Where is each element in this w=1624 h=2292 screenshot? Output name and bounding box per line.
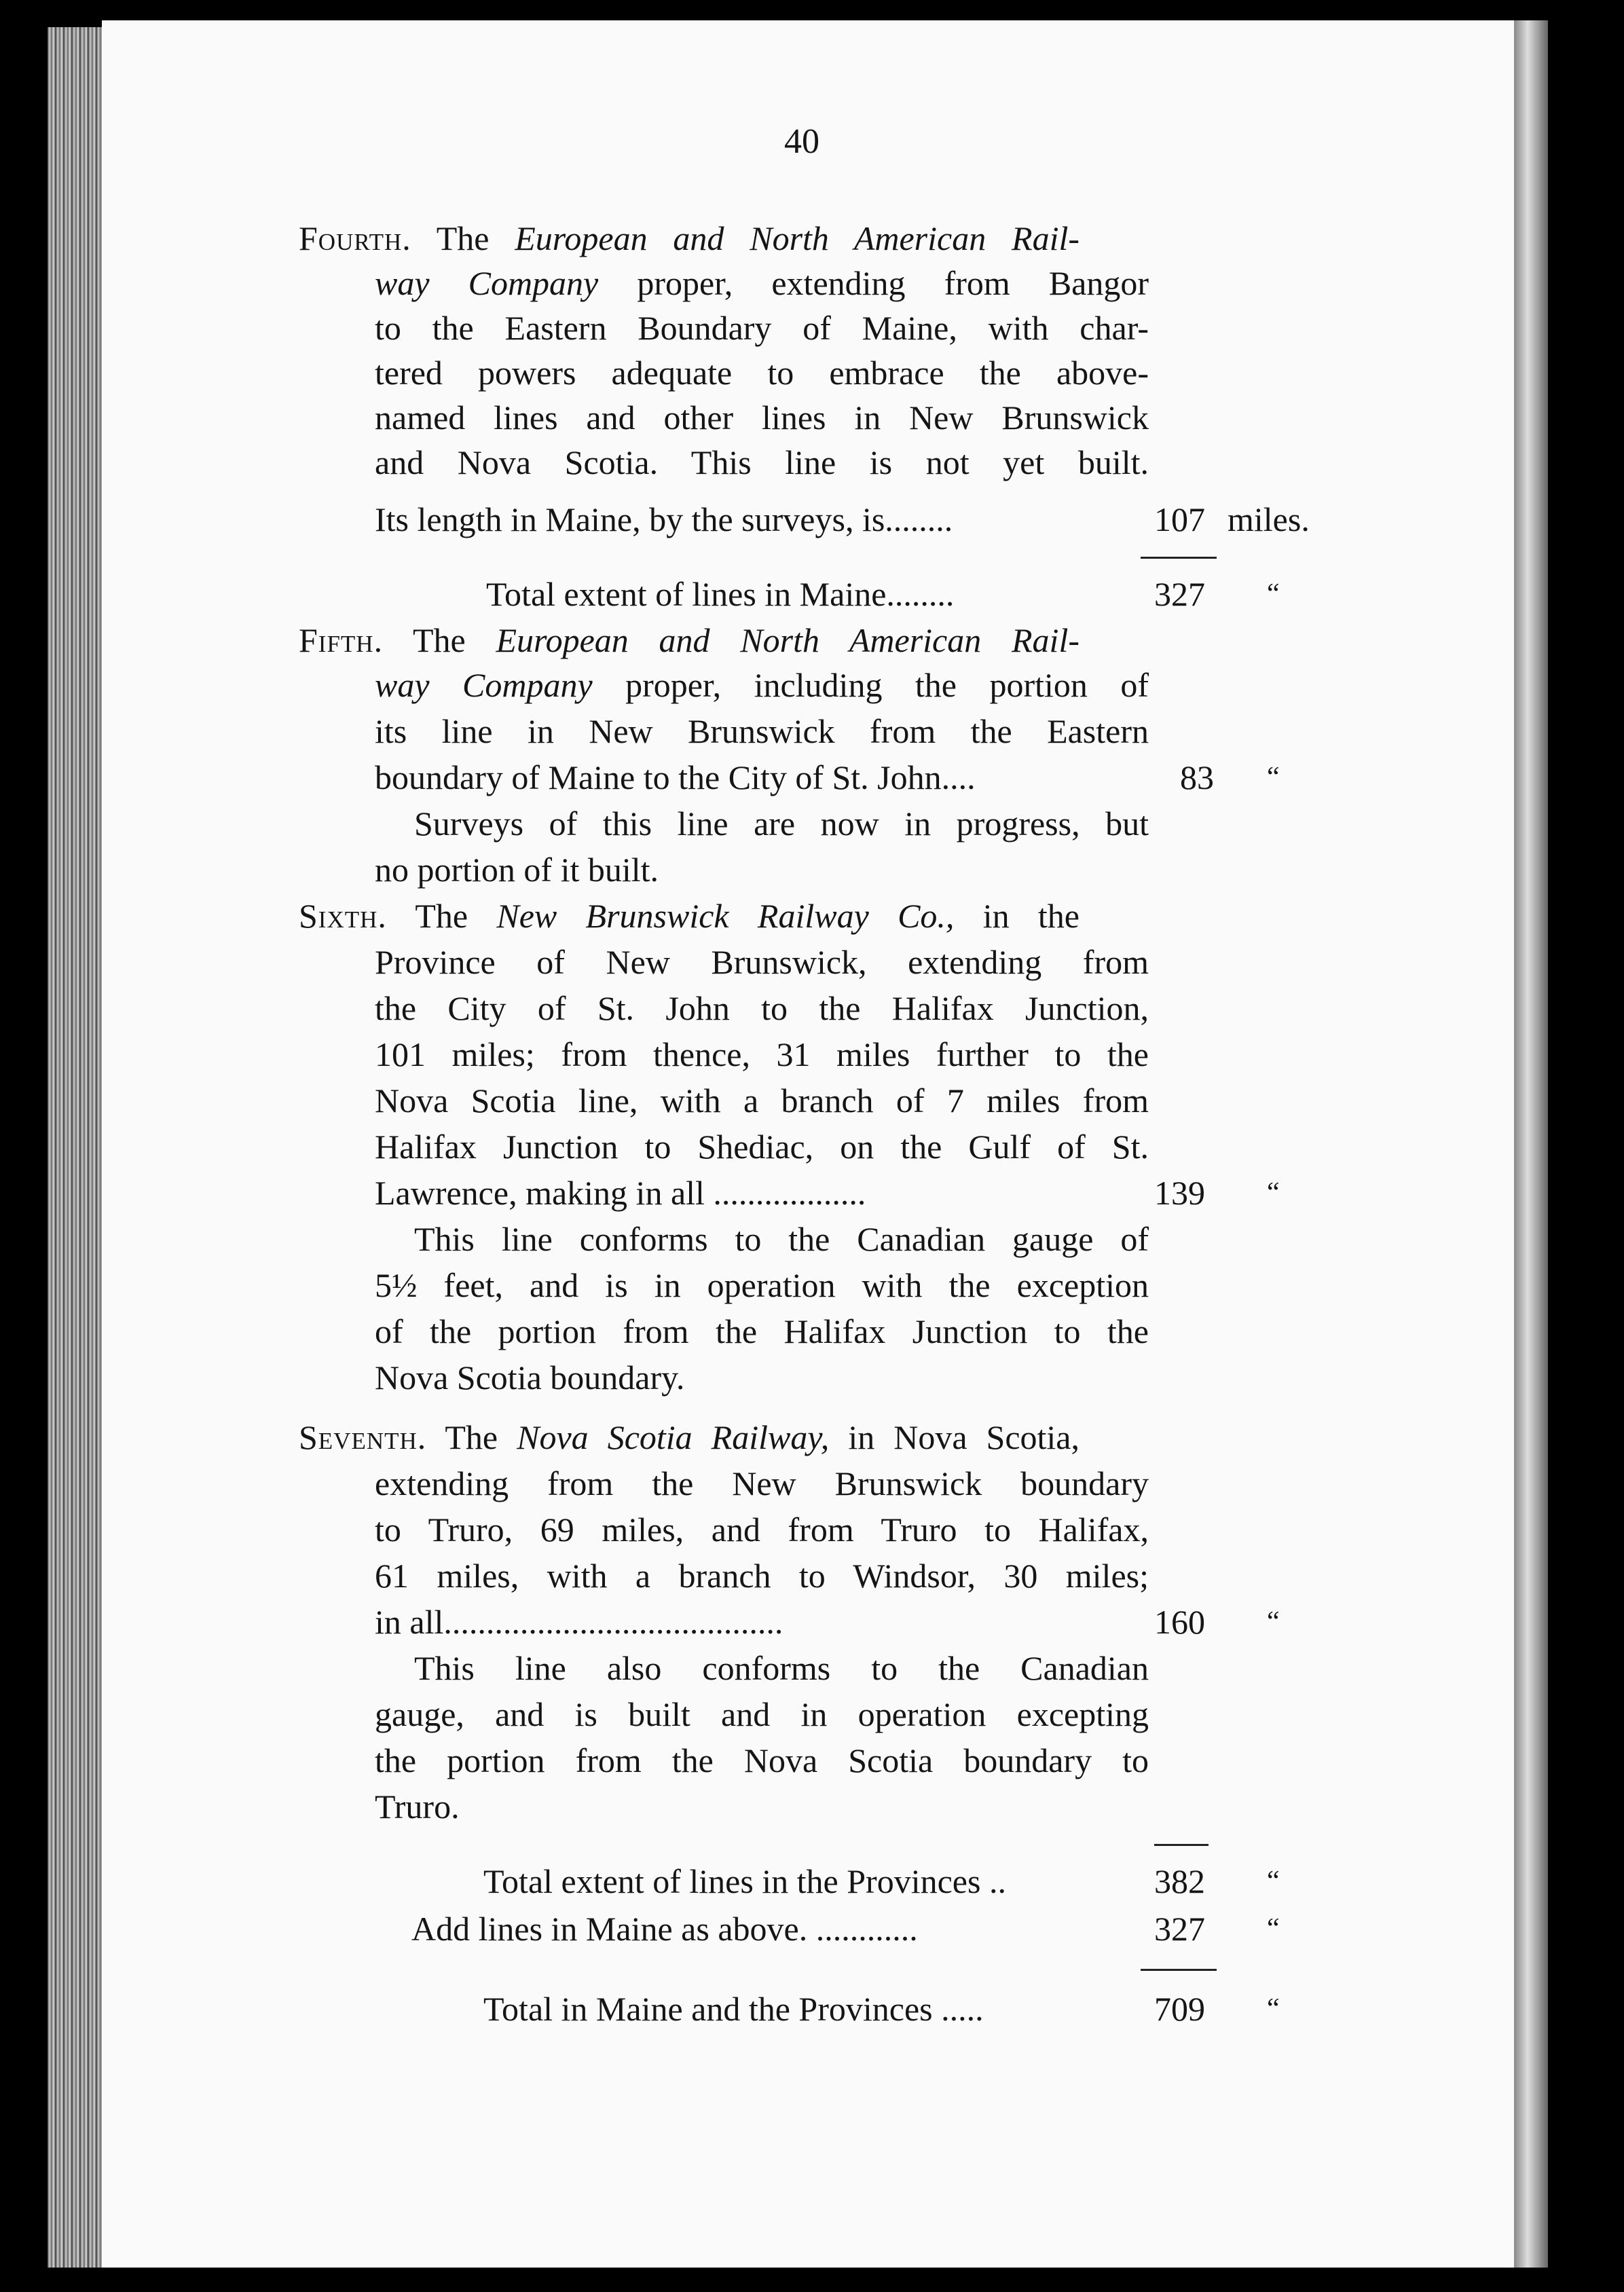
total-provinces-label: Total extent of lines in the Provinces .. — [483, 1862, 1006, 1900]
book-edge-right — [1514, 20, 1548, 2268]
fourth-label: Fourth. — [299, 219, 411, 257]
sixth-line-5: Nova Scotia line, with a branch of 7 miles from — [375, 1082, 1149, 1120]
seventh-note-4: Truro. — [375, 1788, 460, 1826]
sum-rule-3 — [1141, 1969, 1217, 1971]
fifth-company-cont: way Company — [375, 666, 593, 704]
seventh-note-3: the portion from the Nova Scotia boundary to — [375, 1741, 1149, 1779]
sixth-the: The — [415, 897, 468, 935]
fifth-line-2 — [375, 663, 1149, 707]
fourth-text-1: proper, extending from Bangor — [637, 264, 1149, 302]
fourth-line-6: and Nova Scotia. This line is not yet built. — [375, 443, 1149, 481]
fifth-company: European and North American Rail- — [496, 621, 1079, 659]
add-maine-amount: 327 — [1154, 1910, 1205, 1948]
seventh-note-2: gauge, and is built and in operation excepting — [375, 1695, 1149, 1733]
fourth-length-line: Its length in Maine, by the surveys, is........ — [375, 500, 953, 538]
sixth-line-7: Lawrence, making in all .................. — [375, 1174, 866, 1212]
sixth-note-3: of the portion from the Halifax Junction to the — [375, 1312, 1149, 1350]
sixth-line-6: Halifax Junction to Shediac, on the Gulf of St. — [375, 1128, 1149, 1166]
fifth-line-4: boundary of Maine to the City of St. John.... — [375, 758, 976, 796]
sixth-ditto: “ — [1267, 1177, 1280, 1208]
fifth-note-2: no portion of it built. — [375, 851, 659, 889]
fifth-the: The — [412, 621, 466, 659]
total-maine-amount: 327 — [1154, 575, 1205, 613]
total-provinces-ditto: “ — [1267, 1866, 1280, 1897]
seventh-label: Seventh. — [299, 1418, 427, 1456]
sixth-amount: 139 — [1154, 1174, 1205, 1212]
fifth-text-1: proper, including the portion of — [625, 666, 1149, 704]
fifth-note-1: Surveys of this line are now in progress, but — [414, 805, 1149, 843]
fourth-line-5: named lines and other lines in New Brunswick — [375, 399, 1149, 437]
seventh-line-1 — [299, 1415, 1079, 1460]
add-maine-label: Add lines in Maine as above. ............ — [411, 1910, 918, 1948]
fifth-amount: 83 — [1180, 758, 1214, 796]
fourth-line-2 — [375, 261, 1149, 306]
seventh-company: Nova Scotia Railway, — [517, 1418, 830, 1456]
total-provinces-amount: 382 — [1154, 1862, 1205, 1900]
sixth-line-1 — [299, 893, 1079, 938]
grand-total-ditto: “ — [1267, 1993, 1280, 2025]
fourth-unit: miles. — [1228, 500, 1310, 538]
seventh-note-1: This line also conforms to the Canadian — [414, 1649, 1149, 1687]
sum-rule-1 — [1141, 557, 1217, 559]
add-maine-ditto: “ — [1267, 1913, 1280, 1944]
seventh-line-5: in all........................................ — [375, 1603, 783, 1641]
fifth-ditto: “ — [1267, 762, 1280, 793]
seventh-amount: 160 — [1154, 1603, 1205, 1641]
seventh-line-3: to Truro, 69 miles, and from Truro to Halifax, — [375, 1511, 1149, 1549]
fourth-line-1 — [299, 216, 1079, 261]
fourth-the: The — [436, 219, 490, 257]
seventh-line-2: extending from the New Brunswick boundary — [375, 1464, 1149, 1502]
page-number: 40 — [784, 122, 819, 161]
fifth-line-3: its line in New Brunswick from the Eastern — [375, 712, 1149, 750]
fifth-label: Fifth. — [299, 621, 384, 659]
fourth-company-cont: way Company — [375, 264, 599, 302]
seventh-text-0: in Nova Scotia, — [848, 1418, 1079, 1456]
seventh-ditto: “ — [1267, 1606, 1280, 1638]
fifth-line-1 — [299, 618, 1079, 663]
sixth-note-1: This line conforms to the Canadian gauge of — [414, 1220, 1149, 1258]
sixth-note-2: 5½ feet, and is in operation with the exception — [375, 1266, 1149, 1304]
fourth-line-4: tered powers adequate to embrace the above- — [375, 354, 1149, 392]
fourth-company: European and North American Rail- — [515, 219, 1080, 257]
sixth-line-3: the City of St. John to the Halifax Junction, — [375, 989, 1149, 1027]
sum-rule-2 — [1154, 1844, 1208, 1846]
sixth-note-4: Nova Scotia boundary. — [375, 1358, 685, 1397]
grand-total-amount: 709 — [1154, 1990, 1205, 2028]
seventh-the: The — [445, 1418, 498, 1456]
sixth-line-4: 101 miles; from thence, 31 miles further to the — [375, 1035, 1149, 1073]
grand-total-label: Total in Maine and the Provinces ..... — [483, 1990, 984, 2028]
total-maine-label: Total extent of lines in Maine........ — [486, 575, 955, 613]
fourth-line-3: to the Eastern Boundary of Maine, with char- — [375, 309, 1149, 347]
sixth-line-2: Province of New Brunswick, extending from — [375, 943, 1149, 981]
seventh-line-4: 61 miles, with a branch to Windsor, 30 miles; — [375, 1557, 1149, 1595]
sixth-company: New Brunswick Railway Co., — [496, 897, 955, 935]
total-maine-ditto: “ — [1267, 578, 1280, 610]
sixth-text-0: in the — [982, 897, 1079, 935]
sixth-label: Sixth. — [299, 897, 387, 935]
fourth-amount: 107 — [1154, 500, 1205, 538]
